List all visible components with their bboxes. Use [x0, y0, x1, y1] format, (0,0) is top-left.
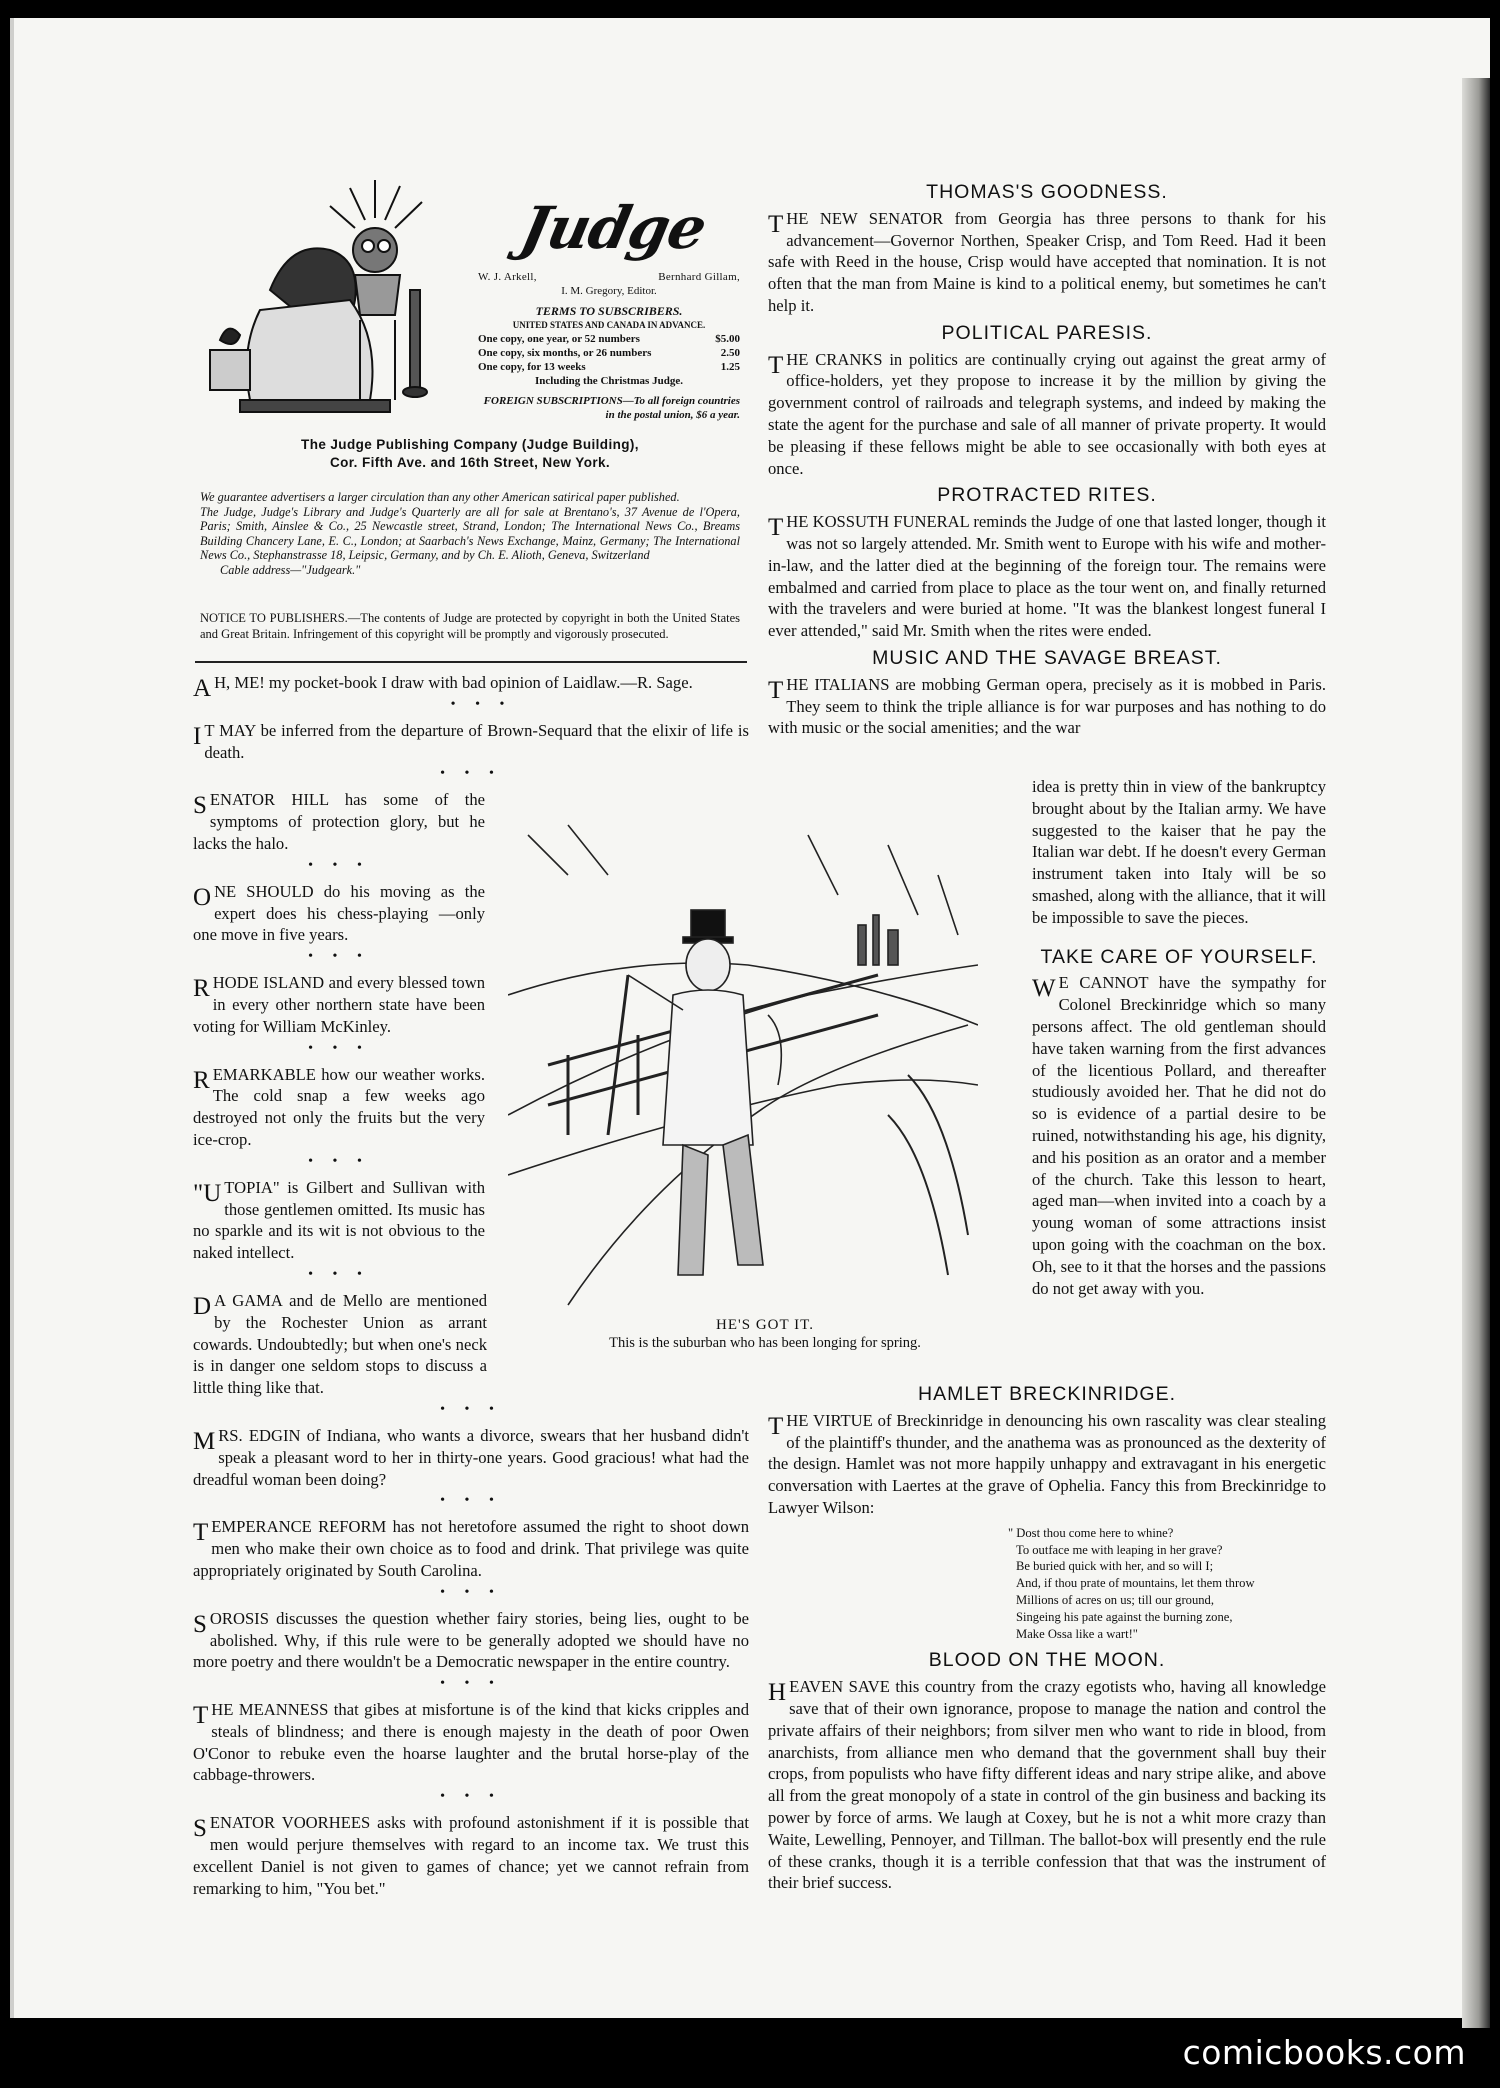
article-paragraph [768, 674, 1326, 739]
paragraph-text: E CANNOT have the sympathy for Colonel Breckinridge which so many persons affect. The old gentleman should have taken warning from the first advances of the licentious Pollard, and thereafter studiously avoided her. That he did not do so is evidence of a partial desire to be ruined, notwithstanding his age, his dignity, and his position as an orator and a member of the church. Take this lesson to heart, aged man—when invited into a coach by a young woman of some attractions insist upon going with the coachman on the box. Oh, see to it that the horses and the passions do not get away with you. [1032, 973, 1326, 1298]
paragraph-text: TOPIA" is Gilbert and Sullivan with those gentlemen omitted. Its music has no sparkle and its wit is not obvious to the naked intellect. [193, 1177, 485, 1263]
separator-dots: • • • [308, 1040, 370, 1056]
terms-price: $5.00 [715, 333, 740, 345]
judge-mascot-illustration [200, 180, 480, 420]
publisher-address: Cor. Fifth Ave. and 16th Street, New York. [329, 455, 611, 470]
drop-cap: T [193, 1519, 209, 1547]
article-paragraph [193, 1516, 749, 1581]
drop-cap: T [768, 210, 784, 238]
drop-cap: T [193, 1702, 209, 1730]
drop-cap: I [193, 722, 202, 750]
paragraph-text: NE SHOULD do his moving as the expert does his chess-playing —only one move in five years. [193, 881, 485, 945]
right-column [768, 176, 1326, 741]
terms-note: Including the Christmas Judge. [535, 375, 683, 387]
publisher-block [200, 436, 740, 472]
drop-cap: R [193, 1066, 210, 1094]
drop-cap: T [768, 514, 784, 542]
publishers-notice: NOTICE TO PUBLISHERS.—The contents of Judge are protected by copyright in both the United States and Great Britain. Infringement of this copyright will be promptly and vigorously prosecuted. [200, 611, 740, 641]
separator-dots: • • • [440, 766, 502, 782]
article-paragraph [768, 1676, 1326, 1894]
poem-line: " Dost thou come here to whine? [1008, 1525, 1174, 1540]
drop-cap: H [768, 1679, 787, 1707]
article-paragraph [768, 1410, 1326, 1519]
article-paragraph [768, 349, 1326, 480]
drop-cap: "U [193, 1179, 222, 1207]
section-heading: POLITICAL PARESIS. [941, 321, 1153, 344]
separator-dots: • • • [440, 1401, 502, 1417]
paragraph-text: T MAY be inferred from the departure of Brown-Sequard that the elixir of life is death. [204, 720, 749, 762]
terms-title: TERMS TO SUBSCRIBERS. [535, 304, 683, 318]
article-paragraph [768, 511, 1326, 642]
drop-cap: R [193, 975, 210, 1003]
masthead-info [478, 270, 740, 422]
section-heading: THOMAS'S GOODNESS. [926, 181, 1168, 203]
drop-cap: T [768, 1412, 784, 1440]
article-paragraph [193, 1812, 749, 1899]
article-paragraph [193, 1699, 749, 1786]
cable-address: Cable address—"Judgeark." [220, 562, 361, 577]
paragraph-text: A GAMA and de Mello are mentioned by the Rochester Union as arrant cowards. Undoubtedly; but when one's neck is in danger one seldom stops to discuss a little thing like that. [193, 1290, 487, 1398]
section-heading: TAKE CARE OF YOURSELF. [1040, 945, 1318, 968]
terms-list [478, 332, 740, 374]
publisher-company: The Judge Publishing Company (Judge Building), [301, 437, 639, 452]
article-paragraph [193, 720, 749, 764]
drop-cap: S [193, 1610, 207, 1638]
section-heading: PROTRACTED RITES. [937, 484, 1157, 507]
terms-subtitle: UNITED STATES AND CANADA IN ADVANCE. [512, 320, 706, 330]
terms-row [478, 360, 740, 374]
drop-cap: S [193, 792, 207, 820]
cartoon-illustration [508, 815, 978, 1315]
paragraph-text: ENATOR HILL has some of the symptoms of protection glory, but he lacks the halo. [193, 790, 485, 853]
separator-dots: • • • [308, 857, 370, 873]
drop-cap: M [193, 1427, 216, 1455]
paragraph-text: HE NEW SENATOR from Georgia has three persons to thank for his advancement—Governor Northen, Speaker Crisp, and Tom Reed. Had it been safe with Reed in the house, Crisp would have accepted that nomination. It is not often that the man from Maine is kind to a political enemy, but sometimes he can't help it. [768, 208, 1326, 315]
paragraph-text: ENATOR VOORHEES asks with profound astonishment if it is possible that men would perjure themselves with regard to an income tax. We trust this excellent Daniel is not given to games of chance; yet we cannot refrain from remarking to him, "You bet." [193, 1813, 749, 1898]
drop-cap: A [193, 675, 212, 702]
article-paragraph [193, 1608, 749, 1673]
music-continuation: idea is pretty thin in view of the bankruptcy brought about by the Italian army. We have suggested to the kaiser that he pay the Italian war debt. If he doesn't every German instrument taken into Italy will be so smashed, along with the alliance, that it will be impossible to save the pieces. [1032, 777, 1326, 927]
terms-price: 2.50 [720, 347, 740, 359]
judge-logo: Judge [514, 194, 712, 262]
drop-cap: O [193, 883, 212, 911]
lower-right-column [768, 1378, 1326, 1896]
terms-price: 1.25 [720, 361, 740, 373]
separator-dots: • • • [450, 696, 513, 712]
editor-name: I. M. Gregory, Editor. [561, 285, 657, 297]
article-paragraph [1032, 972, 1326, 1299]
paragraph-text: HE ITALIANS are mobbing German opera, precisely as it is mobbed in Paris. They seem to think the triple alliance is for war purposes and has nothing to do with music or the social amenities; and the war [768, 674, 1326, 738]
separator-dots: • • • [308, 1153, 370, 1169]
library-text: The Judge, Judge's Library and Judge's Quarterly are all for sale at Brentano's, 37 Avenue de l'Opera, Paris; Smith, Ainslee & Co., 25 Newcastle street, Strand, London; The International News Co., Breams Building Chancery Lane, E. C., London; at Saarbach's News Exchange, Mainz, Germany; The International News Co., Stephanstrasse 18, Leipsic, Germany, and by Ch. E. Alioth, Geneva, Switzerland [200, 504, 740, 563]
masthead-rule [195, 661, 747, 663]
article-paragraph [193, 881, 485, 946]
article-paragraph [193, 1177, 485, 1264]
advertiser-notice [200, 490, 740, 578]
separator-dots: • • • [308, 949, 370, 965]
poem-line: Singeing his pate against the burning zone, [1016, 1609, 1233, 1624]
cartoon-title: HE'S GOT IT. [716, 1317, 814, 1333]
masthead [200, 180, 740, 640]
section-heading: BLOOD ON THE MOON. [928, 1649, 1166, 1672]
separator-dots: • • • [440, 1676, 502, 1692]
separator-dots: • • • [440, 1584, 502, 1600]
drop-cap: W [1032, 975, 1056, 1003]
article-paragraph [193, 1064, 485, 1151]
article-paragraph [193, 789, 485, 854]
poem-line: To outface me with leaping in her grave? [1016, 1542, 1223, 1557]
paragraph-text: HE CRANKS in politics are continually crying out against the great army of office-holders, yet they propose to increase it by the million by giving the government control of railroads and telegraph systems, and indeed by making the state the agent for the purchase and sale of all manner of private property. It would be pleasing if these fellows might be able to see occasionally with both eyes at once. [768, 349, 1326, 478]
separator-dots: • • • [440, 1789, 502, 1805]
article-paragraph [193, 972, 485, 1037]
paragraph-text: RS. EDGIN of Indiana, who wants a divorce, swears that her husband didn't speak a pleasant word to her in thirty-one years. Good gracious! what had the dreadful woman been doing? [193, 1425, 749, 1489]
narrow-right-column [1032, 776, 1326, 1301]
paragraph-text: EMARKABLE how our weather works. The cold snap a few weeks ago destroyed not only the fruits but the very ice-crop. [193, 1064, 485, 1149]
terms-label: One copy, six months, or 26 numbers [478, 347, 652, 359]
article-paragraph [768, 208, 1326, 317]
drop-cap: S [193, 1815, 207, 1843]
article-paragraph [193, 672, 749, 702]
guarantee-text: We guarantee advertisers a larger circulation than any other American satirical paper published. [200, 490, 680, 504]
separator-dots: • • • [308, 1266, 370, 1282]
drop-cap: T [768, 676, 784, 704]
poem-block [1008, 1525, 1326, 1643]
foreign-subscriptions: FOREIGN SUBSCRIPTIONS—To all foreign countries in the postal union, $6 a year. [483, 395, 740, 421]
drop-cap: T [768, 351, 784, 379]
paragraph-text: OROSIS discusses the question whether fairy stories, being lies, ought to be abolished. Why, if this rule were to be generally adopted we should have no more poetry and there wouldn't be a Democratic newspaper in the entire country. [193, 1608, 749, 1672]
poem-line: Millions of acres on us; till our ground, [1016, 1592, 1214, 1607]
poem-line: And, if thou prate of mountains, let them throw [1016, 1576, 1255, 1591]
paragraph-text: HODE ISLAND and every blessed town in every other northern state have been voting for William McKinley. [193, 973, 485, 1036]
page-gutter [1462, 78, 1490, 2028]
terms-label: One copy, for 13 weeks [478, 361, 586, 373]
poem-line: Be buried quick with her, and so will I; [1016, 1559, 1214, 1574]
site-watermark: comicbooks.com [1182, 2033, 1466, 2072]
terms-label: One copy, one year, or 52 numbers [478, 333, 640, 345]
paragraph-text: H, ME! my pocket-book I draw with bad opinion of Laidlaw.—R. Sage. [214, 673, 693, 692]
terms-row [478, 346, 740, 360]
drop-cap: D [193, 1292, 212, 1320]
paragraph-text: HE KOSSUTH FUNERAL reminds the Judge of one that lasted longer, though it was not so largely attended. Mr. Smith went to Europe with his wife and mother-in-law, and the latter died at the beginning of the foreign tour. The remains were embalmed and carried from place to place as the tour went on, and finally returned with the travelers and were buried at home. "It was the blankest longest funeral I ever attended," said Mr. Smith when the rites were ended. [768, 512, 1326, 641]
separator-dots: • • • [440, 1493, 502, 1509]
cartoon-subcaption: This is the suburban who has been longing for spring. [609, 1335, 921, 1351]
section-heading: HAMLET BRECKINRIDGE. [917, 1383, 1177, 1405]
article-paragraph [193, 1425, 749, 1490]
paragraph-text: HE MEANNESS that gibes at misfortune is of the kind that kicks cripples and steals of blindness; and there is enough majesty in the death of poor Owen O'Conor to rebuke even the hoarse laughter and the brutal horse-play of the cabbage-throwers. [193, 1700, 749, 1785]
paragraph-text: HE VIRTUE of Breckinridge in denouncing his own rascality was clear stealing of the plaintiff's thunder, and the anathema was as pronounced as the dexterity of the design. Hamlet was not more happily unhappy and extravagant in his energetic conversation with Laertes at the grave of Ophelia. Fancy this from Breckinridge to Lawyer Wilson: [768, 1410, 1326, 1517]
paragraph-text: EMPERANCE REFORM has not heretofore assumed the right to shoot down men who make their own choice as to food and drink. That privilege was quite appropriately originated by South Carolina. [193, 1517, 749, 1580]
poem-line: Make Ossa like a wart!" [1016, 1626, 1138, 1641]
terms-row [478, 332, 740, 346]
publisher-name-left: W. J. Arkell, [478, 271, 537, 283]
section-heading: MUSIC AND THE SAVAGE BREAST. [872, 646, 1222, 669]
paragraph-text: EAVEN SAVE this country from the crazy egotists who, having all knowledge save that of their own ignorance, propose to manage the nation and control the private affairs of their neighbors; from silver men who want to ride in blood, from anarchists, from alliance men who demand that the government shall buy their crops, from populists who have fifty different ideas and nary stripe alike, and above all from the great monopoly of a state in control of the gin business and backing its power by force of arms. We laugh at Coxey, but he is not a whit more crazy than Waite, Lewelling, Pennoyer, and Tillman. The ballot-box will presently end the rule of these cranks, though it is a terrible confession that that was the instrument of their brief success. [768, 1677, 1326, 1893]
cartoon-caption [540, 1316, 990, 1352]
publisher-name-right: Bernhard Gillam, [658, 271, 740, 283]
